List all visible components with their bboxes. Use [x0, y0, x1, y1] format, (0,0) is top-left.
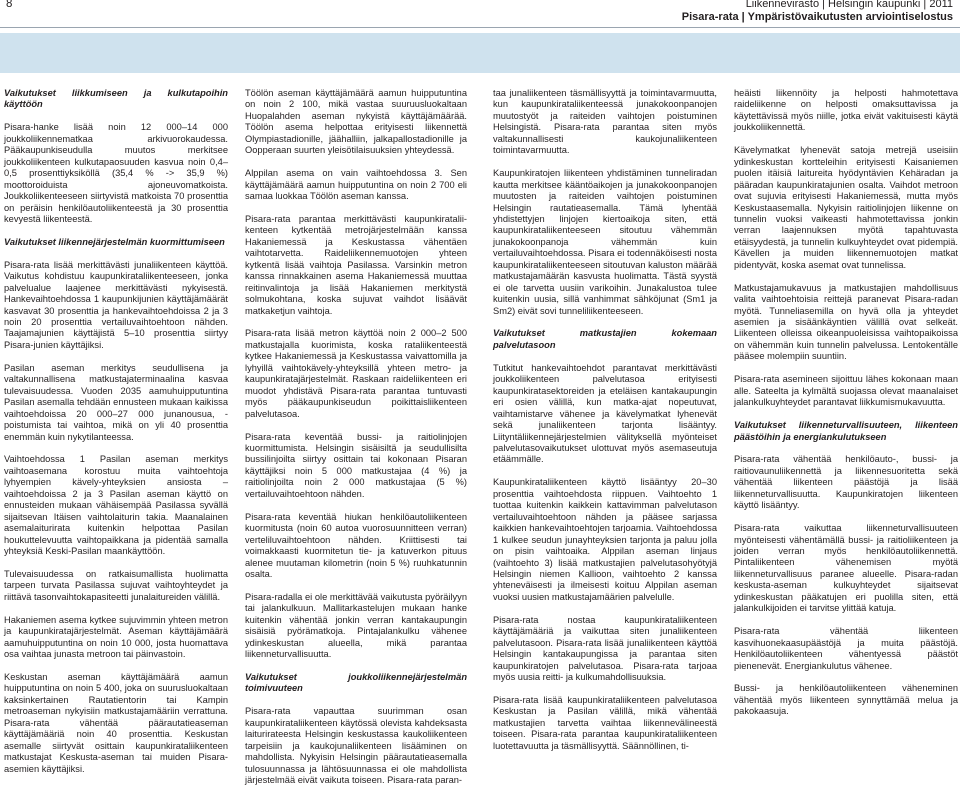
page-number: 8: [6, 0, 13, 10]
section-heading: Vaikutukset matkustajien kokemaan palvelutasoon: [493, 328, 717, 350]
body-paragraph: Pisara-rata keventää hiukan henkilöautoliikenteen kuormitusta (noin 60 autoa vuorosuunnitteen verran) verteliluvaihtoehtoon nähden. Kriittisesti tai voimakkaasti kuormitetun tie- ja katuverkon pituus alenee muutaman kilometrin (noin 5 %) ruuhkatunnin osalta.: [245, 511, 467, 579]
header-rule: [0, 27, 960, 28]
body-paragraph: Kaupunkirataliikenteen käyttö lisääntyy 20–30 prosenttia vaihtoehdosta riippuen. Vaihtoehto 1 tuottaa kuitenkin kaikkein kattavimman palvelutason vertailuvaihtoehtoon nähden ja pääsee sarjassa kaikkien hankevaihtoehtojen tarjoamia. Vaihtoehdossa 1 kulkee seudun junayhteyksien tarjonta ja paluu jolla on pisin vaihtoaika. Alppilan aseman linjaus (vaihtoehto 3) lisää matkustajien palvelutasohyötyjä Helsingin niemen Kallioon, vaihtoehto 2 kanssa yhteneväisesti ja ilmeisesti koituu Alppilan aseman vuoksi uusien matkustajamäärien palvelulle.: [493, 477, 717, 602]
section-heading: Vaikutukset liikkumiseen ja kulkutapoihin käyttöön: [4, 88, 228, 110]
body-paragraph: Kaupunkiratojen liikenteen yhdistäminen tunneliradan kautta merkitsee kääntöaikojen ja junakokoonpanojen muutosten ja raiteiden vaihtojen poistuminen Helsingin rautatieasemalla. Tämä lyhentää yhdistettyjen linjojen kiertoaikoja siten, että kaupunkirataliikenteeseen sitoutuu vähemmän junakokoonpanoja vähemmän kuin vertailuvaihtoehdossa. Pisara ei todennäköisesti nosta kaupunkirataliikenteeseen sitoutuvan kaluston määrää matkustajamäärän kasvusta huolimatta. Tästä syystä ei ole tarvetta uusiin varikoihin. Junakalustoa tulee kuitenkin uusia, sillä vanhimmat sähköjunat (Sm1 ja Sm2) eivät sovi tunneliliikenteeseen.: [493, 168, 717, 316]
text-column-4: [734, 88, 958, 729]
body-paragraph: Pisara-rata vähentää henkilöauto-, bussi- ja raitiovaunuliikennettä ja liikennesuoritetta sekä vähentää liikenteen päästöjä ja lisää liikenneturvallisuutta. Kaupunkiratojen liikenteen käyttö lisääntyy.: [734, 454, 958, 511]
body-paragraph: Keskustan aseman käyttäjämäärä aamun huipputuntina on noin 5 400, joka on suurusluokaltaan kaksinkertainen Rautatientorin tai Kampin metroaseman nykyisiin matkustajamääriin verrattuna. Pisara-rata vähentää päärautatieaseman käyttäjämääriä noin 40 prosenttia. Keskustan asemalle siirtyvät osittain kaupunkirataliikenteen matkustajat Keskusta-aseman tai muiden Pisara-asemien käyttäjiksi.: [4, 671, 228, 774]
body-paragraph: Alppilan asema on vain vaihtoehdossa 3. Sen käyttäjämäärä aamun huipputuntina on noin 2 700 eli samaa luokkaa Töölön aseman kanssa.: [245, 168, 467, 202]
body-paragraph: Matkustajamukavuus ja matkustajien mahdollisuus valita vaihtoehtoisia reittejä paranevat Pisara-radan myötä. Tunneliasemilla on hyvä olla ja yhteydet asemien ja sisäänkäyntien välillä ovat selkeät. Liikenteen olleissa oikeanpuoleisissa vaihtopaikoissa on vähemmän kuin tunnelin palvelussa. Lentokentälle pääsee molempiin suuntiin.: [734, 282, 958, 362]
body-paragraph: Pisara-rata lisää metron käyttöä noin 2 000–2 500 matkustajalla kuorimista, koska rataliikenteestä kytkee Hakaniemessä ja Keskustassa vaivattomilla ja lyhyillä vaihtokävely-yhteyksillä yhteen metro- ja kaupunkiratajärjestelmät. Raskaan raideliikenteen eri muodot yhdistävä Pisara-rata parantaa tuntuvasti myös pääkaupunkiseudun poikittaisliikenteen palvelutasoa.: [245, 328, 467, 419]
section-heading: Vaikutukset joukkoliikennejärjestelmän toimivuuteen: [245, 672, 467, 694]
body-paragraph: Pisara-rata parantaa merkittävästi kaupunkirataliikenteen kytkentää metrojärjestelmään kanssa Hakaniemessä ja Keskustassa vähentäen vaihtotarvetta. Raideliikennemuotojen yhteen kytkentä lisää vaihtoja Pasilassa. Varsinkin metron kanssa rinnakkainen asema Hakaniemessä muuttaa reitinvalintoja ja lisää Hakaniemen merkitystä solmukohtana, koska sujuvat vaihdot lisäävät matkaketjun vaihtoja.: [245, 213, 467, 316]
body-paragraph: Pisara-rata vaikuttaa liikenneturvallisuuteen myönteisesti vähentämällä bussi- ja raitioliikenteen ja joiden verran myös henkilöautoliikennettä. Pintaliikenteen vähenemisen myötä liikenneturvallisuus paranee alueelle. Pisara-radan keskusta-aseman kulkuyhteydet sijaitsevat ydinkeskustan pääkatujen eri puolilla siten, että jalankulkijoiden ei tarvitse ylittää katuja.: [734, 523, 958, 614]
text-column-3: [493, 88, 717, 764]
body-paragraph: Pisara-rata asemineen sijoittuu lähes kokonaan maan alle. Sateelta ja kylmältä suojassa olevat maanalaiset jalankulkuyhteydet parantavat liikkumismukavuutta.: [734, 374, 958, 408]
body-paragraph: heäisti liikennöity ja helposti hahmotettava raideliikenne on helposti omaksuttavissa ja käytettävissä myös niille, jotka eivät vakituisesti käytä joukkoliikennettä.: [734, 88, 958, 133]
body-paragraph: Pisara-rata nostaa kaupunkirataliikenteen käyttäjämääriä ja vaikuttaa siten junaliikenteen palvelutasoon. Pisara-rata lisää junaliikenteen käyttöä Helsingin kantakaupungissa ja parantaa siten kaupunkiratojen palvelutasoa. Pisara-rata tarjoaa myös uusia reitti- ja kulkumahdollisuuksia.: [493, 614, 717, 683]
decorative-band: [0, 33, 960, 73]
page-header: [0, 0, 960, 24]
body-paragraph: Pisara-rata vähentää liikenteen kasvihuonekaasupäästöjä ja muita päästöjä. Henkilöautoliikenteen vähentyessä päästöt pienenevät. Energiankulutus vähenee.: [734, 626, 958, 671]
body-paragraph: taa junaliikenteen täsmällisyyttä ja toimintavarmuutta, kun kaupunkirataliikenteessä junakokoonpanojen muutostyöt ja raiteiden vaihtojen poistuminen Helsingistä. Pisara-rata parantaa siten myös valtakunnallisesti kaukojunaliikenteen toimintavarmuutta.: [493, 88, 717, 156]
text-column-1: [4, 88, 228, 787]
body-paragraph: Töölön aseman käyttäjämäärä aamun huipputuntina on noin 2 100, mikä vastaa suuruusluokaltaan Huopalahden aseman nykyistä käyttäjämäärää. Töölön asema helpottaa erityisesti liikennettä Olympiastadionille, jäähalliin, jalkapallostadionille ja Oopperaan suurten yleisötilaisuuksien yhteydessä.: [245, 88, 467, 156]
body-paragraph: Pisara-rata lisää merkittävästi junaliikenteen käyttöä. Vaikutus kohdistuu kaupunkirataliikenteeseen, jonka palvelualue laajenee merkittävästi nykyisestä. Hankevaihtoehdossa 1 kaupunkijunien käyttäjämäärät kasvavat 30 prosenttia ja hankevaihtoehdoissa 2 ja 3 noin 20 prosenttia vertailuvaihtoehtoon nähden. Taajamajunien käyttäjistä 5–10 prosenttia siirtyy Pisara-junien käyttäjiksi.: [4, 259, 228, 350]
section-heading: Vaikutukset liikennejärjestelmän kuormittumiseen: [4, 236, 225, 247]
body-paragraph: Pasilan aseman merkitys seudullisena ja valtakunnallisena matkustajaterminaalina kasvaa tulevaisuudessa. Vuoden 2035 aamuhuipputuntina Pasilan asemalla tehdään ennusteen mukaan kaikissa vaihtoehdoissa 20 000–27 000 junanousua, -poistumista tai vaihtoa, mikä on yli 40 prosenttia enemmän kuin nykytilanteessa.: [4, 362, 228, 442]
document-subtitle: Pisara-rata | Ympäristövaikutusten arviointiselostus: [681, 11, 953, 23]
publication-line: Liikennevirasto | Helsingin kaupunki | 2011: [745, 0, 953, 10]
body-paragraph: Bussi- ja henkilöautoliikenteen väheneminen vähentää myös liikenteen synnyttämää melua ja pakokaasuja.: [734, 683, 958, 717]
body-paragraph: Pisara-rata vapauttaa suurimman osan kaupunkirataliikenteen käytössä olevista kahdeksasta laiturirateesta Helsingin keskustassa kaukoliikenteen tarpeisiin ja kaukojunaliikenteen lisääminen on mahdollista. Nykyisin Helsingin päärautatieasemalla tulosuunnassa ja lähtösuunnassa ei ole mahdollista järjestelmää eivät vaikuta toiseen. Pisara-rata paran-: [245, 706, 467, 786]
text-column-2: [245, 88, 467, 798]
section-heading: Vaikutukset liikenneturvallisuuteen, liikenteen päästöihin ja energiankulutukseen: [734, 420, 958, 442]
body-paragraph: Kävelymatkat lyhenevät satoja metrejä useisiin ydinkeskustan kortteleihin erityisesti Kaisaniemen puolen itäisiä laitureita hyödyntävien Kehäradan ja pääradan kaupunkiratajunien osalta. Vaihdot metroon ovat sujuvia erityisesti Hakaniemessä, mutta myös Keskustaasemalla. Nykyisin raitiolinjojen liikenne on tunnelin vuoksi vaikeasti hahmotettavissa jonkin verran laajennuksen myötä tapahtuvasta etäisyydestä, ja tunnelin kulkuyhteydet ovat pidempiä. Kävellen ja muiden liikennemuotojen matkat pidentyvät, koska asemat ovat tunnelissa.: [734, 145, 958, 270]
body-paragraph: Tutkitut hankevaihtoehdot parantavat merkittävästi joukkoliikenteen palvelutasoa erityisesti kaupunkiratasektoreiden ja eteläisen kantakaupungin eri osien välillä, kun matka-ajat nopeutuvat, vaihtamistarve vähenee ja kävelymatkat lyhenevät sekä junaliikenteen tarjonta lisääntyy. Liityntäliikennejärjestelmien välityksellä myönteiset palvelutasovaikutukset ulottuvat myös asemaseutuja etäämmälle.: [493, 362, 717, 465]
body-paragraph: Vaihtoehdossa 1 Pasilan aseman merkitys vaihtoasemana korostuu muita vaihtoehtoja lyhyempien kävely-yhteyksien ansiosta – vaihtoehdoissa 2 ja 3 Pasilan aseman käyttö on ennusteiden mukaan vähäisempää Pasilassa syvällä sijaitsevan Itäisen vaihtolaiturin takia. Maanalainen asemalaiturirata kuitenkin helpottaa Pasilan houkuttelevuutta vaihtopaikkana ja pidentää samalla yhteyksiä Keski-Pasilan maankäyttöön.: [4, 454, 228, 557]
body-paragraph: Pisara-rata lisää kaupunkirataliikenteen palvelutasoa Keskustan ja Pasilan välillä, mikä vähentää matkustajien tarvetta vaihtaa liikennevälineestä toiseen. Pisara-rata parantaa kaupunkirataliikenteen luotettavuutta ja täsmällisyyttä. Säännöllinen, ti-: [493, 694, 717, 751]
body-paragraph: Pisara-radalla ei ole merkittävää vaikutusta pyöräilyyn tai jalankulkuun. Mallitarkastelujen mukaan hanke kuitenkin vähentää jonkin verran kantakaupungin sisäisiä pyörämatkoja. Pintajalankulku vähenee ydinkeskustan alueella, mikä parantaa liikenneturvallisuutta.: [245, 591, 467, 660]
running-header: [682, 0, 953, 24]
body-paragraph: Pisara-rata keventää bussi- ja raitiolinjojen kuormittumista. Helsingin sisäisiltä ja seudullisilta bussilinjoilta siirtyy osittain tai kokonaan Pisaran käyttäjiksi noin 5 000 matkustajaa (4 %) ja raitiolinjoilta noin 2 000 matkustajaa (5 %) vertailuvaihtoehtoon nähden.: [245, 431, 467, 499]
body-paragraph: Tulevaisuudessa on ratkaisumallista huolimatta tarpeen turvata Pasilassa sujuvat vaihtoyhteydet ja riittävä tasonvaihtokapasiteetti junalaitureiden välillä.: [4, 568, 228, 602]
body-paragraph: Pisara-hanke lisää noin 12 000–14 000 joukkoliikennematkaa arkivuorokaudessa. Pääkaupunkiseudulla muutos merkitsee joukkoliikenteen kulkutapaosuuden kasvua noin 0,4–0,5 prosenttiyksiköllä (35,4 % -> 35,9 %) moottoroiduista ajoneuvomatkoista. Joukkoliikenteeseen siirtyvistä matkoista 70 prosenttia on peräisin henkilöautoliikenteestä ja 30 prosenttia kevyestä liikenteestä.: [4, 122, 228, 224]
body-paragraph: Hakaniemen asema kytkee sujuvimmin yhteen metron ja kaupunkiratajärjestelmät. Aseman käyttäjämäärä aamuhuipputuntina on noin 10 000, josta huomattava osa vaihtaa junasta metroon tai päinvastoin.: [4, 614, 228, 660]
